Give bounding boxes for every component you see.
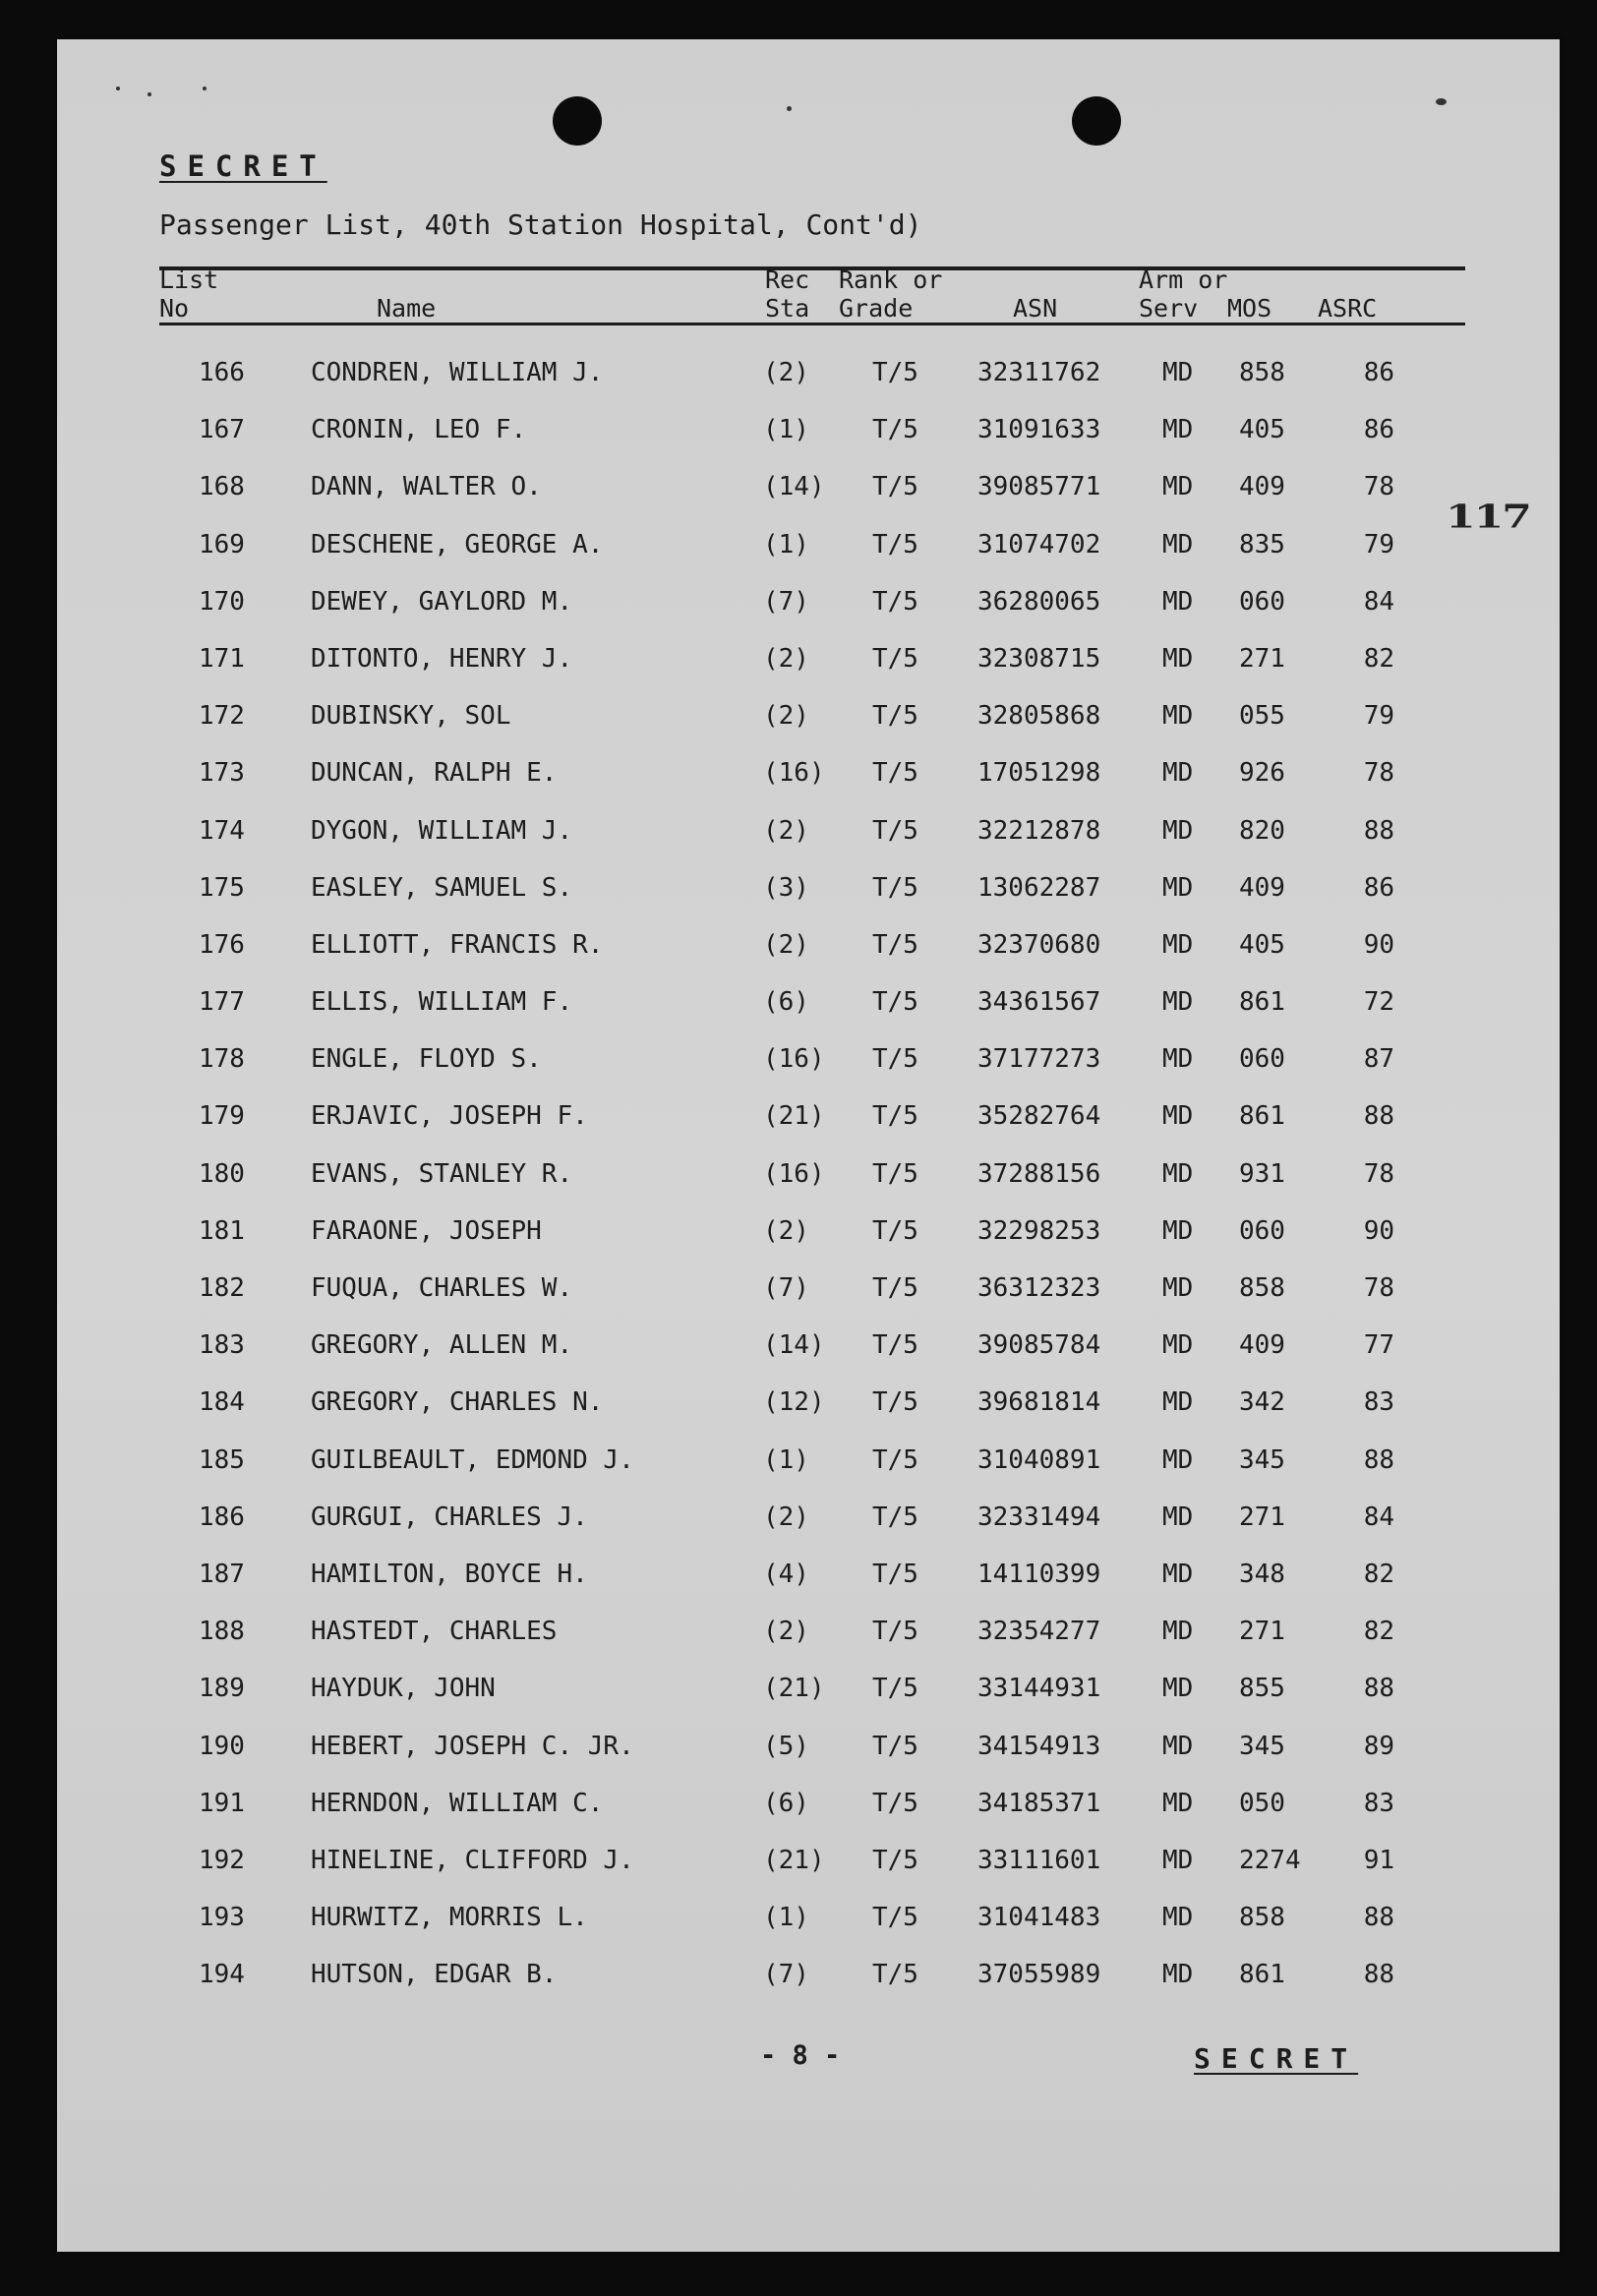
name-cell: ERJAVIC, JOSEPH F. (311, 1101, 588, 1132)
mos-cell: 060 (1239, 1215, 1285, 1246)
table-row (57, 1146, 1560, 1203)
asn-cell: 14110399 (977, 1559, 1101, 1589)
rec-sta-cell: (16) (763, 1044, 825, 1075)
arm-serv-cell: MD (1162, 1387, 1194, 1418)
name-cell: CONDREN, WILLIAM J. (311, 358, 604, 387)
rec-sta-cell: (14) (763, 472, 825, 502)
arm-serv-cell: MD (1162, 872, 1194, 903)
asrc-cell: 88 (1363, 1903, 1394, 1933)
asn-cell: 34361567 (977, 987, 1101, 1018)
arm-serv-cell: MD (1162, 1731, 1194, 1761)
asn-cell: 36280065 (977, 586, 1101, 617)
asrc-cell: 89 (1363, 1731, 1394, 1761)
table-row (57, 973, 1560, 1030)
list-no-cell: 180 (199, 1158, 245, 1189)
asn-cell: 13062287 (977, 872, 1101, 903)
rank-cell: T/5 (872, 1215, 918, 1246)
list-no-cell: 184 (199, 1387, 245, 1418)
rank-cell: T/5 (872, 929, 918, 960)
mos-cell: 858 (1239, 1903, 1285, 1933)
table-row (57, 1946, 1560, 2003)
arm-serv-cell: MD (1162, 1845, 1194, 1875)
rank-cell: T/5 (872, 586, 918, 617)
table-row (57, 1432, 1560, 1489)
table-row (57, 401, 1560, 458)
name-cell: HAYDUK, JOHN (311, 1674, 496, 1704)
page-number: - 8 - (760, 2040, 841, 2071)
arm-serv-cell: MD (1162, 1101, 1194, 1132)
asn-cell: 32805868 (977, 701, 1101, 732)
name-cell: ENGLE, FLOYD S. (311, 1044, 542, 1075)
asn-cell: 37177273 (977, 1044, 1101, 1075)
arm-serv-cell: MD (1162, 1788, 1194, 1818)
table-row (57, 1030, 1560, 1088)
table-row (57, 1088, 1560, 1145)
rec-sta-cell: (6) (763, 987, 809, 1018)
list-no-cell: 177 (199, 987, 245, 1018)
list-no-cell: 183 (199, 1330, 245, 1361)
list-no-cell: 188 (199, 1617, 245, 1647)
list-no-cell: 186 (199, 1501, 245, 1532)
rec-sta-cell: (21) (763, 1845, 825, 1875)
ink-speck (787, 106, 792, 111)
list-no-cell: 170 (199, 586, 245, 617)
column-header-rec-sta: Rec Sta (765, 265, 810, 323)
asn-cell: 37288156 (977, 1158, 1101, 1189)
ink-speck (116, 87, 120, 90)
rec-sta-cell: (16) (763, 1158, 825, 1189)
asn-cell: 32311762 (977, 358, 1101, 387)
list-no-cell: 168 (199, 472, 245, 502)
table-row (57, 1889, 1560, 1946)
asrc-cell: 79 (1363, 701, 1394, 732)
name-cell: HUTSON, EDGAR B. (311, 1960, 558, 1990)
punch-hole-right (1072, 96, 1121, 146)
asrc-cell: 82 (1363, 643, 1394, 674)
mos-cell: 858 (1239, 358, 1285, 387)
list-no-cell: 179 (199, 1101, 245, 1132)
asrc-cell: 90 (1363, 929, 1394, 960)
asn-cell: 31074702 (977, 529, 1101, 559)
rank-cell: T/5 (872, 1101, 918, 1132)
table-row (57, 1203, 1560, 1260)
table-row (57, 1603, 1560, 1660)
mos-cell: 820 (1239, 815, 1285, 846)
list-no-cell: 166 (199, 358, 245, 387)
list-no-cell: 194 (199, 1960, 245, 1990)
rec-sta-cell: (2) (763, 643, 809, 674)
rank-cell: T/5 (872, 1044, 918, 1075)
mos-cell: 861 (1239, 1960, 1285, 1990)
rec-sta-cell: (5) (763, 1731, 809, 1761)
name-cell: EASLEY, SAMUEL S. (311, 872, 573, 903)
name-cell: DITONTO, HENRY J. (311, 643, 573, 674)
list-no-cell: 193 (199, 1903, 245, 1933)
asrc-cell: 86 (1363, 358, 1394, 387)
asrc-cell: 72 (1363, 987, 1394, 1018)
table-row (57, 516, 1560, 573)
mos-cell: 050 (1239, 1788, 1285, 1818)
list-no-cell: 174 (199, 815, 245, 846)
rec-sta-cell: (21) (763, 1101, 825, 1132)
asn-cell: 37055989 (977, 1960, 1101, 1990)
list-no-cell: 171 (199, 643, 245, 674)
asn-cell: 33111601 (977, 1845, 1101, 1875)
name-cell: GURGUI, CHARLES J. (311, 1501, 588, 1532)
rec-sta-cell: (4) (763, 1559, 809, 1589)
rec-sta-cell: (14) (763, 1330, 825, 1361)
asrc-cell: 86 (1363, 415, 1394, 445)
rank-cell: T/5 (872, 415, 918, 445)
rank-cell: T/5 (872, 472, 918, 502)
mos-cell: 271 (1239, 1501, 1285, 1532)
list-no-cell: 167 (199, 415, 245, 445)
asrc-cell: 83 (1363, 1387, 1394, 1418)
rec-sta-cell: (21) (763, 1674, 825, 1704)
mos-cell: 060 (1239, 586, 1285, 617)
asn-cell: 31091633 (977, 415, 1101, 445)
mos-cell: 858 (1239, 1273, 1285, 1303)
list-no-cell: 169 (199, 529, 245, 559)
table-row (57, 1374, 1560, 1431)
mos-cell: 405 (1239, 415, 1285, 445)
list-no-cell: 187 (199, 1559, 245, 1589)
mos-cell: 342 (1239, 1387, 1285, 1418)
asrc-cell: 82 (1363, 1617, 1394, 1647)
list-no-cell: 176 (199, 929, 245, 960)
list-no-cell: 185 (199, 1444, 245, 1475)
arm-serv-cell: MD (1162, 929, 1194, 960)
asrc-cell: 87 (1363, 1044, 1394, 1075)
arm-serv-cell: MD (1162, 1158, 1194, 1189)
column-header-rank-grade: Rank or Grade (839, 265, 943, 323)
table-row (57, 1832, 1560, 1889)
column-header-asn: ASN (1013, 294, 1058, 323)
name-cell: HINELINE, CLIFFORD J. (311, 1845, 634, 1875)
rec-sta-cell: (1) (763, 415, 809, 445)
arm-serv-cell: MD (1162, 1617, 1194, 1647)
asrc-cell: 90 (1363, 1215, 1394, 1246)
table-row (57, 344, 1560, 401)
name-cell: DEWEY, GAYLORD M. (311, 586, 573, 617)
table-row (57, 687, 1560, 744)
mos-cell: 409 (1239, 472, 1285, 502)
name-cell: DYGON, WILLIAM J. (311, 815, 573, 846)
asn-cell: 36312323 (977, 1273, 1101, 1303)
mos-cell: 861 (1239, 987, 1285, 1018)
mos-cell: 409 (1239, 872, 1285, 903)
arm-serv-cell: MD (1162, 1444, 1194, 1475)
name-cell: ELLIOTT, FRANCIS R. (311, 929, 604, 960)
asn-cell: 32370680 (977, 929, 1101, 960)
arm-serv-cell: MD (1162, 415, 1194, 445)
table-row (57, 744, 1560, 801)
name-cell: DUBINSKY, SOL (311, 701, 511, 732)
header-top-rule (159, 266, 1465, 270)
arm-serv-cell: MD (1162, 529, 1194, 559)
rank-cell: T/5 (872, 358, 918, 387)
asn-cell: 34154913 (977, 1731, 1101, 1761)
rec-sta-cell: (12) (763, 1387, 825, 1418)
header-bottom-rule (159, 323, 1465, 325)
rank-cell: T/5 (872, 1330, 918, 1361)
ink-speck (148, 92, 151, 96)
mos-cell: 405 (1239, 929, 1285, 960)
side-page-number: 117 (1446, 498, 1530, 536)
asn-cell: 39681814 (977, 1387, 1101, 1418)
arm-serv-cell: MD (1162, 987, 1194, 1018)
rec-sta-cell: (2) (763, 929, 809, 960)
passenger-table (57, 344, 1560, 2003)
asrc-cell: 88 (1363, 815, 1394, 846)
arm-serv-cell: MD (1162, 815, 1194, 846)
list-no-cell: 172 (199, 701, 245, 732)
rec-sta-cell: (6) (763, 1788, 809, 1818)
rank-cell: T/5 (872, 1559, 918, 1589)
rank-cell: T/5 (872, 758, 918, 789)
asrc-cell: 78 (1363, 758, 1394, 789)
column-header-name: Name (377, 294, 437, 323)
rec-sta-cell: (1) (763, 1903, 809, 1933)
rank-cell: T/5 (872, 1903, 918, 1933)
rank-cell: T/5 (872, 1674, 918, 1704)
rank-cell: T/5 (872, 643, 918, 674)
name-cell: HURWITZ, MORRIS L. (311, 1903, 588, 1933)
list-no-cell: 192 (199, 1845, 245, 1875)
name-cell: DANN, WALTER O. (311, 472, 542, 502)
asrc-cell: 88 (1363, 1674, 1394, 1704)
table-row (57, 916, 1560, 973)
rank-cell: T/5 (872, 815, 918, 846)
name-cell: FUQUA, CHARLES W. (311, 1273, 573, 1303)
mos-cell: 271 (1239, 1617, 1285, 1647)
rec-sta-cell: (2) (763, 1215, 809, 1246)
asn-cell: 31040891 (977, 1444, 1101, 1475)
rec-sta-cell: (2) (763, 1617, 809, 1647)
mos-cell: 861 (1239, 1101, 1285, 1132)
arm-serv-cell: MD (1162, 1501, 1194, 1532)
asn-cell: 32354277 (977, 1617, 1101, 1647)
arm-serv-cell: MD (1162, 1960, 1194, 1990)
table-row (57, 1317, 1560, 1374)
mos-cell: 2274 (1239, 1845, 1301, 1875)
name-cell: FARAONE, JOSEPH (311, 1215, 542, 1246)
rank-cell: T/5 (872, 1387, 918, 1418)
mos-cell: 835 (1239, 529, 1285, 559)
arm-serv-cell: MD (1162, 1215, 1194, 1246)
table-row (57, 1489, 1560, 1546)
name-cell: HASTEDT, CHARLES (311, 1617, 558, 1647)
rec-sta-cell: (2) (763, 701, 809, 732)
name-cell: CRONIN, LEO F. (311, 415, 527, 445)
list-no-cell: 190 (199, 1731, 245, 1761)
asrc-cell: 77 (1363, 1330, 1394, 1361)
mos-cell: 345 (1239, 1731, 1285, 1761)
name-cell: HAMILTON, BOYCE H. (311, 1559, 588, 1589)
asn-cell: 33144931 (977, 1674, 1101, 1704)
arm-serv-cell: MD (1162, 472, 1194, 502)
table-row (57, 1775, 1560, 1832)
asrc-cell: 78 (1363, 1158, 1394, 1189)
rank-cell: T/5 (872, 987, 918, 1018)
rank-cell: T/5 (872, 1731, 918, 1761)
table-row (57, 630, 1560, 687)
asn-cell: 31041483 (977, 1903, 1101, 1933)
table-row (57, 1718, 1560, 1775)
security-footer: SECRET (1194, 2042, 1359, 2075)
arm-serv-cell: MD (1162, 1674, 1194, 1704)
rec-sta-cell: (2) (763, 815, 809, 846)
rec-sta-cell: (3) (763, 872, 809, 903)
list-no-cell: 173 (199, 758, 245, 789)
name-cell: ELLIS, WILLIAM F. (311, 987, 573, 1018)
arm-serv-cell: MD (1162, 758, 1194, 789)
mos-cell: 060 (1239, 1044, 1285, 1075)
arm-serv-cell: MD (1162, 701, 1194, 732)
asn-cell: 39085771 (977, 472, 1101, 502)
list-no-cell: 181 (199, 1215, 245, 1246)
mos-cell: 345 (1239, 1444, 1285, 1475)
list-no-cell: 191 (199, 1788, 245, 1818)
arm-serv-cell: MD (1162, 1044, 1194, 1075)
name-cell: GREGORY, ALLEN M. (311, 1330, 573, 1361)
mos-cell: 348 (1239, 1559, 1285, 1589)
rank-cell: T/5 (872, 1273, 918, 1303)
ink-speck (203, 87, 207, 90)
asrc-cell: 79 (1363, 529, 1394, 559)
list-no-cell: 175 (199, 872, 245, 903)
document-page (57, 39, 1560, 2252)
mos-cell: 931 (1239, 1158, 1285, 1189)
name-cell: EVANS, STANLEY R. (311, 1158, 573, 1189)
punch-hole-left (553, 96, 602, 146)
name-cell: DESCHENE, GEORGE A. (311, 529, 604, 559)
rank-cell: T/5 (872, 1444, 918, 1475)
rank-cell: T/5 (872, 1788, 918, 1818)
table-row (57, 458, 1560, 515)
asrc-cell: 88 (1363, 1444, 1394, 1475)
rec-sta-cell: (2) (763, 1501, 809, 1532)
asn-cell: 39085784 (977, 1330, 1101, 1361)
mos-cell: 926 (1239, 758, 1285, 789)
asn-cell: 17051298 (977, 758, 1101, 789)
rank-cell: T/5 (872, 1158, 918, 1189)
column-header-mos: MOS (1227, 294, 1272, 323)
mos-cell: 055 (1239, 701, 1285, 732)
arm-serv-cell: MD (1162, 1273, 1194, 1303)
asrc-cell: 78 (1363, 472, 1394, 502)
table-row (57, 859, 1560, 916)
asn-cell: 32308715 (977, 643, 1101, 674)
mos-cell: 409 (1239, 1330, 1285, 1361)
asn-cell: 32298253 (977, 1215, 1101, 1246)
rank-cell: T/5 (872, 529, 918, 559)
asrc-cell: 84 (1363, 586, 1394, 617)
asrc-cell: 84 (1363, 1501, 1394, 1532)
name-cell: GUILBEAULT, EDMOND J. (311, 1444, 634, 1475)
arm-serv-cell: MD (1162, 643, 1194, 674)
asrc-cell: 91 (1363, 1845, 1394, 1875)
rec-sta-cell: (2) (763, 358, 809, 387)
rank-cell: T/5 (872, 1845, 918, 1875)
rank-cell: T/5 (872, 1617, 918, 1647)
list-no-cell: 178 (199, 1044, 245, 1075)
mos-cell: 271 (1239, 643, 1285, 674)
column-header-arm-serv: Arm or Serv (1139, 265, 1228, 323)
rec-sta-cell: (1) (763, 1444, 809, 1475)
list-no-cell: 182 (199, 1273, 245, 1303)
mos-cell: 855 (1239, 1674, 1285, 1704)
asrc-cell: 78 (1363, 1273, 1394, 1303)
rec-sta-cell: (1) (763, 529, 809, 559)
rec-sta-cell: (7) (763, 1960, 809, 1990)
arm-serv-cell: MD (1162, 1559, 1194, 1589)
table-row (57, 802, 1560, 859)
document-subtitle: Passenger List, 40th Station Hospital, Cont'd) (159, 208, 922, 241)
ink-speck (1436, 98, 1447, 105)
asrc-cell: 83 (1363, 1788, 1394, 1818)
security-heading: SECRET (159, 149, 327, 183)
asn-cell: 35282764 (977, 1101, 1101, 1132)
rank-cell: T/5 (872, 1960, 918, 1990)
rec-sta-cell: (16) (763, 758, 825, 789)
name-cell: HERNDON, WILLIAM C. (311, 1788, 604, 1818)
table-row (57, 1660, 1560, 1717)
arm-serv-cell: MD (1162, 586, 1194, 617)
name-cell: GREGORY, CHARLES N. (311, 1387, 604, 1418)
table-row (57, 573, 1560, 630)
table-row (57, 1546, 1560, 1603)
rec-sta-cell: (7) (763, 1273, 809, 1303)
column-header-asrc: ASRC (1318, 294, 1378, 323)
asrc-cell: 82 (1363, 1559, 1394, 1589)
asrc-cell: 86 (1363, 872, 1394, 903)
rec-sta-cell: (7) (763, 586, 809, 617)
arm-serv-cell: MD (1162, 1330, 1194, 1361)
name-cell: DUNCAN, RALPH E. (311, 758, 558, 789)
arm-serv-cell: MD (1162, 358, 1194, 387)
name-cell: HEBERT, JOSEPH C. JR. (311, 1731, 634, 1761)
table-row (57, 1260, 1560, 1317)
rank-cell: T/5 (872, 872, 918, 903)
asn-cell: 32212878 (977, 815, 1101, 846)
arm-serv-cell: MD (1162, 1903, 1194, 1933)
asn-cell: 34185371 (977, 1788, 1101, 1818)
asrc-cell: 88 (1363, 1101, 1394, 1132)
list-no-cell: 189 (199, 1674, 245, 1704)
asrc-cell: 88 (1363, 1960, 1394, 1990)
rank-cell: T/5 (872, 701, 918, 732)
column-header-list-no: List No (159, 265, 219, 323)
rank-cell: T/5 (872, 1501, 918, 1532)
asn-cell: 32331494 (977, 1501, 1101, 1532)
